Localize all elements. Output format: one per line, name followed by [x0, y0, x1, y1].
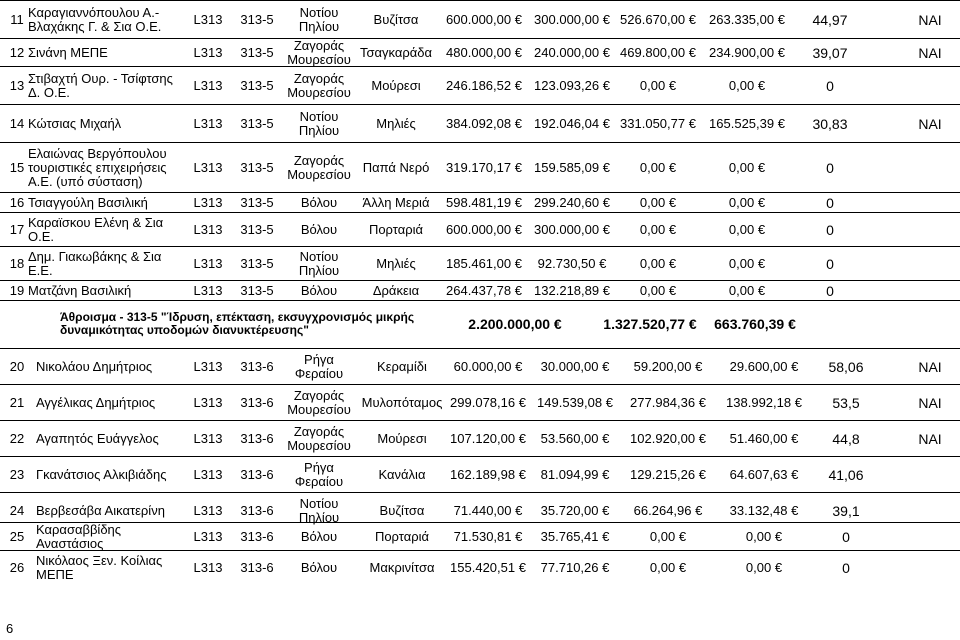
row-number: 26 [9, 560, 25, 575]
municipality: Βόλου [300, 283, 338, 298]
score: 0 [842, 560, 850, 576]
table-row [0, 104, 960, 143]
table-row [0, 384, 960, 421]
location: Μούρεσι [377, 431, 427, 446]
eligible-flag [900, 523, 960, 551]
summary-total-requested: 2.200.000,00 € [468, 316, 562, 332]
row-number: 20 [9, 359, 25, 374]
measure-code: 313-5 [240, 222, 274, 237]
eligible-flag: ΝΑΙ [918, 12, 942, 28]
beneficiary-name: Καραγιαννόπουλου Α.- Βλαχάκης Γ. & Σια Ο.Ε. [28, 5, 162, 34]
municipality: Ζαγοράς Μουρεσίου [287, 424, 351, 453]
location: Βυζίτσα [373, 12, 419, 27]
table-row [0, 420, 960, 457]
eligible-flag: ΝΑΙ [918, 359, 942, 375]
location: Παπά Νερό [362, 160, 430, 175]
row-number: 23 [9, 467, 25, 482]
municipality: Ρήγα Φεραίου [294, 460, 344, 489]
table-row [0, 246, 960, 281]
program-code: L313 [193, 222, 223, 237]
subsidy-requested: 77.710,26 € [540, 560, 610, 575]
row-number: 13 [9, 78, 25, 93]
subsidy-approved: 165.525,39 € [709, 116, 785, 131]
program-code: L313 [193, 283, 223, 298]
budget-requested: 107.120,00 € [450, 431, 526, 446]
eligible-flag [900, 247, 960, 281]
subsidy-approved: 0,00 € [728, 160, 766, 175]
budget-approved: 0,00 € [649, 560, 687, 575]
table-row [0, 456, 960, 493]
score: 0 [826, 256, 834, 272]
score: 41,06 [828, 467, 864, 483]
location: Κεραμίδι [377, 359, 427, 374]
beneficiary-name: Σινάνη ΜΕΠΕ [28, 45, 108, 60]
table-row [0, 142, 960, 193]
subsidy-approved: 0,00 € [728, 78, 766, 93]
table-row [0, 550, 960, 585]
budget-approved: 129.215,26 € [630, 467, 706, 482]
measure-code: 313-5 [240, 116, 274, 131]
row-number: 16 [9, 195, 25, 210]
score: 58,06 [828, 359, 864, 375]
measure-code: 313-6 [240, 529, 274, 544]
municipality: Ζαγοράς Μουρεσίου [287, 71, 351, 100]
score: 39,1 [832, 503, 860, 519]
eligible-flag: ΝΑΙ [918, 45, 942, 61]
page-number: 6 [6, 621, 14, 636]
location: Μακρινίτσα [369, 560, 435, 575]
budget-requested: 162.189,98 € [450, 467, 526, 482]
budget-approved: 0,00 € [639, 256, 677, 271]
subsidy-requested: 299.240,60 € [534, 195, 610, 210]
measure-code: 313-6 [240, 395, 274, 410]
row-number: 17 [9, 222, 25, 237]
budget-approved: 102.920,00 € [630, 431, 706, 446]
program-code: L313 [193, 12, 223, 27]
table-row [0, 348, 960, 385]
budget-approved: 331.050,77 € [620, 116, 696, 131]
budget-requested: 384.092,08 € [446, 116, 522, 131]
location: Μυλοπόταμος [361, 395, 443, 410]
subsidy-requested: 240.000,00 € [534, 45, 610, 60]
eligible-flag [900, 457, 960, 493]
location: Μηλιές [376, 256, 416, 271]
eligible-flag [900, 143, 960, 193]
measure-code: 313-5 [240, 12, 274, 27]
municipality: Βόλου [300, 222, 338, 237]
measure-code: 313-5 [240, 78, 274, 93]
budget-requested: 600.000,00 € [446, 222, 522, 237]
measure-code: 313-6 [240, 467, 274, 482]
eligible-flag [900, 193, 960, 213]
subsidy-requested: 149.539,08 € [537, 395, 613, 410]
summary-label: Άθροισμα - 313-5 "Ίδρυση, επέκταση, εκσυγχρονισμός μικρής δυναμικότητας υποδομών διανυκτέρευσης" [60, 310, 415, 337]
budget-approved: 0,00 € [639, 222, 677, 237]
program-code: L313 [193, 78, 223, 93]
subsidy-requested: 30.000,00 € [540, 359, 610, 374]
budget-requested: 299.078,16 € [450, 395, 526, 410]
location: Πορταριά [374, 529, 430, 544]
score: 0 [826, 160, 834, 176]
location: Βυζίτσα [379, 503, 425, 518]
program-code: L313 [193, 45, 223, 60]
subsidy-approved: 263.335,00 € [709, 12, 785, 27]
budget-requested: 598.481,19 € [446, 195, 522, 210]
subsidy-approved: 64.607,63 € [729, 467, 799, 482]
program-code: L313 [193, 467, 223, 482]
beneficiary-name: Καρασαββίδης Αναστάσιος [36, 522, 122, 551]
location: Δράκεια [372, 283, 420, 298]
subsidy-approved: 51.460,00 € [729, 431, 799, 446]
subsidy-approved: 0,00 € [728, 256, 766, 271]
eligible-flag: ΝΑΙ [918, 431, 942, 447]
budget-requested: 60.000,00 € [453, 359, 523, 374]
budget-approved: 66.264,96 € [633, 503, 703, 518]
subsidy-requested: 192.046,04 € [534, 116, 610, 131]
budget-approved: 0,00 € [639, 78, 677, 93]
program-code: L313 [193, 195, 223, 210]
location: Πορταριά [368, 222, 424, 237]
subsidy-approved: 29.600,00 € [729, 359, 799, 374]
measure-code: 313-5 [240, 256, 274, 271]
eligible-flag [900, 551, 960, 585]
municipality: Ρήγα Φεραίου [294, 352, 344, 381]
subsidy-requested: 35.765,41 € [540, 529, 610, 544]
beneficiary-name: Γκανάτσιος Αλκιβιάδης [36, 467, 167, 482]
table-row [0, 38, 960, 67]
beneficiary-name: Αγγέλικας Δημήτριος [36, 395, 156, 410]
subsidy-requested: 132.218,89 € [534, 283, 610, 298]
score: 0 [826, 195, 834, 211]
beneficiary-name: Κώτσιας Μιχαήλ [28, 116, 122, 131]
row-number: 12 [9, 45, 25, 60]
summary-total-approved: 1.327.520,77 € [603, 316, 697, 332]
row-number: 21 [9, 395, 25, 410]
location: Κανάλια [378, 467, 426, 482]
measure-code: 313-5 [240, 283, 274, 298]
municipality: Βόλου [300, 560, 338, 575]
subsidy-approved: 234.900,00 € [709, 45, 785, 60]
budget-requested: 319.170,17 € [446, 160, 522, 175]
municipality: Ζαγοράς Μουρεσίου [287, 153, 351, 182]
subsidy-approved: 0,00 € [728, 195, 766, 210]
subsidy-approved: 0,00 € [728, 283, 766, 298]
measure-code: 313-5 [240, 45, 274, 60]
program-code: L313 [193, 256, 223, 271]
beneficiary-name: Στιβαχτή Ουρ. - Τσίφτσης Δ. Ο.Ε. [28, 71, 173, 100]
beneficiary-name: Ματζάνη Βασιλική [28, 283, 132, 298]
municipality: Νοτίου Πηλίου [298, 496, 340, 525]
eligible-flag: ΝΑΙ [918, 116, 942, 132]
beneficiary-name: Βερβεσάβα Αικατερίνη [36, 503, 165, 518]
row-number: 11 [10, 12, 24, 27]
subsidy-approved: 138.992,18 € [726, 395, 802, 410]
program-code: L313 [193, 431, 223, 446]
score: 0 [826, 222, 834, 238]
beneficiary-name: Καραϊσκου Ελένη & Σια Ο.Ε. [28, 215, 164, 244]
budget-approved: 277.984,36 € [630, 395, 706, 410]
table-divider [0, 300, 960, 301]
subsidy-approved: 0,00 € [728, 222, 766, 237]
subsidy-approved: 0,00 € [745, 529, 783, 544]
eligible-flag: ΝΑΙ [918, 395, 942, 411]
municipality: Νοτίου Πηλίου [298, 5, 340, 34]
subsidy-requested: 300.000,00 € [534, 12, 610, 27]
eligible-flag [900, 213, 960, 247]
budget-approved: 0,00 € [649, 529, 687, 544]
program-code: L313 [193, 395, 223, 410]
score: 39,07 [812, 45, 848, 61]
score: 0 [842, 529, 850, 545]
program-code: L313 [193, 529, 223, 544]
table-row [0, 192, 960, 213]
municipality: Νοτίου Πηλίου [298, 249, 340, 278]
measure-code: 313-6 [240, 359, 274, 374]
score: 30,83 [812, 116, 848, 132]
score: 44,8 [832, 431, 860, 447]
beneficiary-name: Ελαιώνας Βεργόπουλου τουριστικές επιχειρήσεις Α.Ε. (υπό σύσταση) [28, 146, 167, 189]
budget-requested: 71.530,81 € [453, 529, 523, 544]
budget-approved: 0,00 € [639, 160, 677, 175]
municipality: Νοτίου Πηλίου [298, 109, 340, 138]
location: Άλλη Μεριά [362, 195, 430, 210]
municipality: Βόλου [300, 529, 338, 544]
program-code: L313 [193, 116, 223, 131]
program-code: L313 [193, 160, 223, 175]
location: Μηλιές [376, 116, 416, 131]
subsidy-requested: 92.730,50 € [537, 256, 607, 271]
subsidy-requested: 159.585,09 € [534, 160, 610, 175]
municipality: Ζαγοράς Μουρεσίου [287, 38, 351, 67]
table-row [0, 0, 960, 39]
budget-requested: 185.461,00 € [446, 256, 522, 271]
row-number: 14 [9, 116, 25, 131]
measure-code: 313-6 [240, 431, 274, 446]
beneficiary-name: Αγαπητός Ευάγγελος [36, 431, 159, 446]
subsidy-requested: 300.000,00 € [534, 222, 610, 237]
beneficiary-name: Νικόλαος Ξεν. Κοίλιας ΜΕΠΕ [36, 553, 163, 582]
table-row [0, 212, 960, 247]
budget-approved: 526.670,00 € [620, 12, 696, 27]
summary-total-subsidy: 663.760,39 € [714, 316, 796, 332]
program-code: L313 [193, 560, 223, 575]
budget-requested: 264.437,78 € [446, 283, 522, 298]
measure-code: 313-6 [240, 560, 274, 575]
table-row [0, 522, 960, 551]
table-row [0, 280, 960, 301]
row-number: 15 [9, 160, 25, 175]
eligible-flag [900, 281, 960, 301]
subsidy-requested: 123.093,26 € [534, 78, 610, 93]
municipality: Ζαγοράς Μουρεσίου [287, 388, 351, 417]
program-code: L313 [193, 359, 223, 374]
beneficiary-name: Δημ. Γιακωβάκης & Σια Ε.Ε. [28, 249, 162, 278]
budget-requested: 246.186,52 € [446, 78, 522, 93]
table-row [0, 66, 960, 105]
budget-approved: 59.200,00 € [633, 359, 703, 374]
score: 53,5 [832, 395, 860, 411]
measure-code: 313-6 [240, 503, 274, 518]
subsidy-approved: 33.132,48 € [729, 503, 799, 518]
score: 0 [826, 78, 834, 94]
subsidy-requested: 35.720,00 € [540, 503, 610, 518]
row-number: 24 [9, 503, 25, 518]
municipality: Βόλου [300, 195, 338, 210]
budget-requested: 600.000,00 € [446, 12, 522, 27]
score: 0 [826, 283, 834, 299]
row-number: 18 [9, 256, 25, 271]
budget-requested: 480.000,00 € [446, 45, 522, 60]
subsidy-approved: 0,00 € [745, 560, 783, 575]
budget-requested: 155.420,51 € [450, 560, 526, 575]
subsidy-requested: 53.560,00 € [540, 431, 610, 446]
row-number: 22 [9, 431, 25, 446]
row-number: 19 [9, 283, 25, 298]
location: Τσαγκαράδα [359, 45, 433, 60]
beneficiary-name: Νικολάου Δημήτριος [36, 359, 153, 374]
measure-code: 313-5 [240, 195, 274, 210]
budget-approved: 469.800,00 € [620, 45, 696, 60]
budget-requested: 71.440,00 € [453, 503, 523, 518]
location: Μούρεσι [371, 78, 421, 93]
beneficiary-name: Τσιαγγούλη Βασιλική [28, 195, 148, 210]
measure-code: 313-5 [240, 160, 274, 175]
summary-row [0, 300, 960, 348]
budget-approved: 0,00 € [639, 283, 677, 298]
program-code: L313 [193, 503, 223, 518]
score: 44,97 [812, 12, 848, 28]
budget-approved: 0,00 € [639, 195, 677, 210]
subsidy-requested: 81.094,99 € [540, 467, 610, 482]
eligible-flag [900, 67, 960, 105]
row-number: 25 [9, 529, 25, 544]
